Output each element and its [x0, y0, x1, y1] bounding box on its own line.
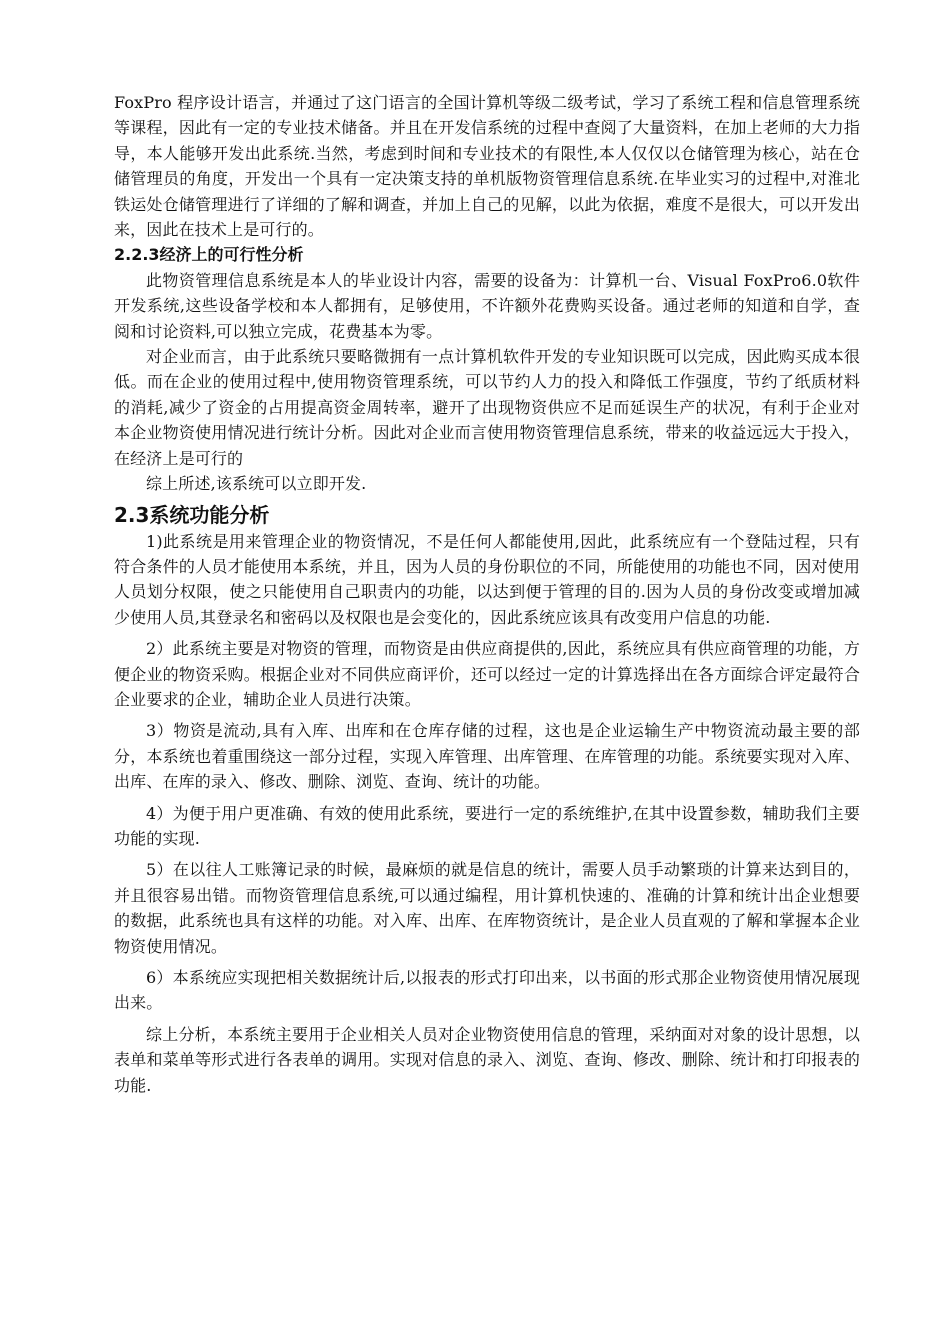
- paragraph-function-2: 2）此系统主要是对物资的管理，而物资是由供应商提供的,因此，系统应具有供应商管理的功能，方便企业的物资采购。根据企业对不同供应商评价，还可以经过一定的计算选择出在各方面综合评定最符合企业要求的企业，辅助企业人员进行决策。: [114, 639, 860, 709]
- paragraph-economic-2: 对企业而言，由于此系统只要略微拥有一点计算机软件开发的专业知识既可以完成，因此购买成本很低。而在企业的使用过程中,使用物资管理系统，可以节约人力的投入和降低工作强度，节约了纸质材料的消耗,减少了资金的占用提高资金周转率，避开了出现物资供应不足而延误生产的状况，有利于企业对本企业物资使用情况进行统计分析。因此对企业而言使用物资管理信息系统，带来的收益远远大于投入，在经济上是可行的: [114, 347, 860, 468]
- section-heading-2-3: 2.3系统功能分析: [114, 502, 270, 527]
- paragraph-function-summary: 综上分析，本系统主要用于企业相关人员对企业物资使用信息的管理，采纳面对对象的设计思想，以表单和菜单等形式进行各表单的调用。实现对信息的录入、浏览、查询、修改、删除、统计和打印报表的功能.: [114, 1024, 860, 1095]
- paragraph-function-6: 6）本系统应实现把相关数据统计后,以报表的形式打印出来，以书面的形式那企业物资使用情况展现出来。: [114, 968, 860, 1013]
- document-page: [114, 90, 860, 1098]
- paragraph-economic-conclusion: 综上所述,该系统可以立即开发.: [146, 474, 367, 494]
- paragraph-function-1: 1)此系统是用来管理企业的物资情况，不是任何人都能使用,因此，此系统应有一个登陆过程，只有符合条件的人员才能使用本系统，并且，因为人员的身份职位的不同，所能使用的功能也不同，因对使用人员划分权限，使之只能使用自己职责内的功能，以达到便于管理的目的.因为人员的身份改变或增加减少使用人员,其登录名和密码以及权限也是会变化的，因此系统应该具有改变用户信息的功能.: [114, 531, 860, 627]
- paragraph-function-5: 5）在以往人工账簿记录的时候，最麻烦的就是信息的统计，需要人员手动繁琐的计算来达到目的，并且很容易出错。而物资管理信息系统,可以通过编程，用计算机快速的、准确的计算和统计出企业想要的数据，此系统也具有这样的功能。对入库、出库、在库物资统计，是企业人员直观的了解和掌握本企业物资使用情况。: [114, 860, 860, 956]
- section-heading-2-2-3: 2.2.3经济上的可行性分析: [114, 245, 304, 265]
- paragraph-function-4: 4）为便于用户更准确、有效的使用此系统，要进行一定的系统维护,在其中设置参数，辅助我们主要功能的实现.: [114, 803, 860, 848]
- paragraph-function-3: 3）物资是流动,具有入库、出库和在仓库存储的过程，这也是企业运输生产中物资流动最主要的部分，本系统也着重围绕这一部分过程，实现入库管理、出库管理、在库管理的功能。系统要实现对入库、出库、在库的录入、修改、删除、浏览、查询、统计的功能。: [114, 721, 860, 792]
- intro-paragraph: FoxPro 程序设计语言，并通过了这门语言的全国计算机等级二级考试，学习了系统工程和信息管理系统等课程，因此有一定的专业技术储备。并且在开发信系统的过程中查阅了大量资料，在加上老师的大力指导，本人能够开发出此系统.当然，考虑到时间和专业技术的有限性,本人仅仅以仓储管理为核心，站在仓储管理员的角度，开发出一个具有一定决策支持的单机版物资管理信息系统.在毕业实习的过程中,对淮北铁运处仓储管理进行了详细的了解和调查，并加上自己的见解，以此为依据，难度不是很大，可以开发出来，因此在技术上是可行的。: [114, 93, 860, 240]
- paragraph-economic-1: 此物资管理信息系统是本人的毕业设计内容，需要的设备为：计算机一台、Visual FoxPro6.0软件开发系统,这些设备学校和本人都拥有，足够使用，不许额外花费购买设备。通过老师的知道和自学，查阅和讨论资料,可以独立完成，花费基本为零。: [114, 270, 860, 341]
